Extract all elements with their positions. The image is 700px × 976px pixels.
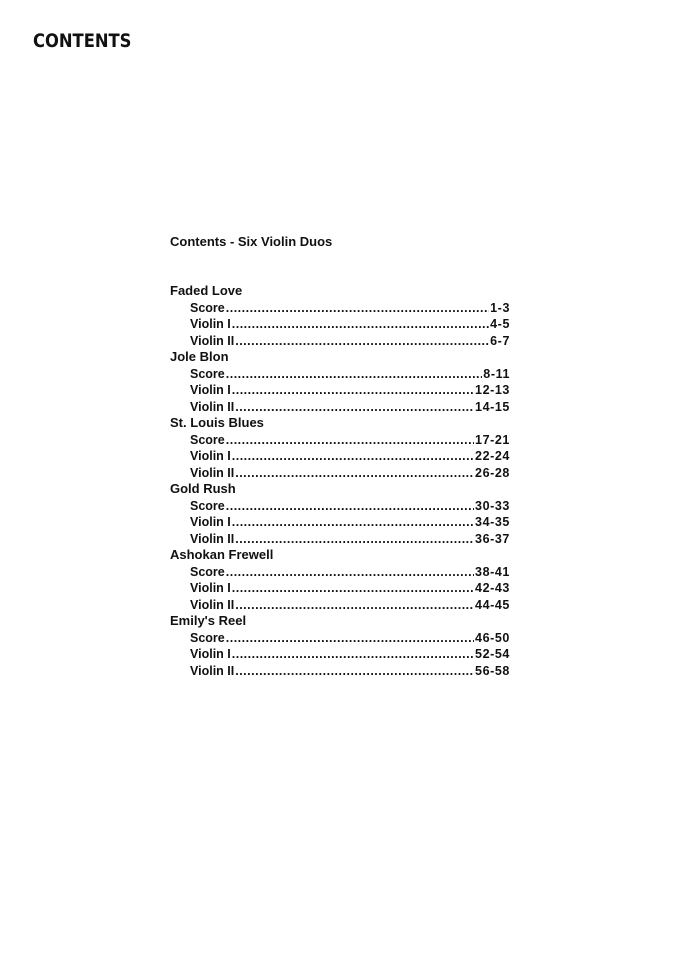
toc-list [170, 283, 510, 679]
page-range: 22-24 [475, 449, 510, 463]
dot-leader [235, 465, 474, 482]
part-name: Violin I [190, 581, 231, 595]
part-name: Violin I [190, 515, 231, 529]
toc-entry [170, 300, 510, 317]
toc-piece [170, 415, 510, 481]
part-name: Violin I [190, 647, 231, 661]
page-range: 8-11 [483, 366, 510, 381]
part-name: Violin I [190, 449, 231, 463]
page-range: 26-28 [475, 465, 510, 480]
part-name: Violin II [190, 465, 235, 480]
toc-piece [170, 349, 510, 415]
page-range: 6-7 [490, 333, 510, 348]
table-of-contents [170, 233, 510, 679]
dot-leader [226, 498, 474, 515]
part-name: Score [190, 300, 225, 315]
page-range: 42-43 [475, 581, 510, 595]
dot-leader [235, 597, 474, 614]
page-title: CONTENTS [33, 30, 132, 52]
toc-entry [170, 564, 510, 581]
dot-leader [226, 432, 474, 449]
piece-title: Ashokan Frewell [170, 547, 274, 562]
toc-entry [170, 316, 510, 333]
part-name: Score [190, 432, 225, 447]
dot-leader [232, 448, 474, 465]
dot-leader [226, 564, 474, 581]
piece-title: St. Louis Blues [170, 415, 264, 430]
page-range: 14-15 [475, 399, 510, 414]
toc-entry [170, 399, 510, 416]
part-name: Violin II [190, 663, 235, 678]
toc-entry [170, 498, 510, 515]
piece-title: Emily's Reel [170, 613, 247, 628]
part-name: Violin II [190, 597, 235, 612]
toc-title: Contents - Six Violin Duos [170, 234, 333, 249]
piece-title: Faded Love [170, 283, 243, 298]
toc-piece [170, 547, 510, 613]
part-name: Score [190, 564, 225, 579]
toc-entry [170, 333, 510, 350]
dot-leader [226, 630, 474, 647]
dot-leader [232, 646, 474, 663]
part-name: Score [190, 630, 225, 645]
toc-entry [170, 514, 510, 531]
part-name: Violin II [190, 399, 235, 414]
toc-entry [170, 630, 510, 647]
part-name: Violin I [190, 317, 231, 331]
toc-entry [170, 580, 510, 597]
dot-leader [232, 514, 474, 531]
toc-entry [170, 366, 510, 383]
piece-title: Gold Rush [170, 481, 236, 496]
page-range: 52-54 [475, 647, 510, 661]
dot-leader [235, 399, 474, 416]
dot-leader [235, 663, 474, 680]
dot-leader [235, 531, 474, 548]
page-range: 56-58 [475, 663, 510, 678]
part-name: Violin II [190, 333, 235, 348]
dot-leader [232, 580, 474, 597]
page-range: 34-35 [475, 515, 510, 529]
toc-entry [170, 646, 510, 663]
page-range: 4-5 [490, 317, 510, 331]
toc-entry [170, 597, 510, 614]
toc-entry [170, 465, 510, 482]
toc-entry [170, 432, 510, 449]
page-range: 17-21 [475, 432, 510, 447]
toc-entry [170, 448, 510, 465]
part-name: Violin I [190, 383, 231, 397]
page-range: 36-37 [475, 531, 510, 546]
page-range: 38-41 [475, 564, 510, 579]
dot-leader [232, 382, 474, 399]
toc-entry [170, 663, 510, 680]
dot-leader [226, 366, 483, 383]
page-range: 12-13 [475, 383, 510, 397]
page-range: 44-45 [475, 597, 510, 612]
toc-piece [170, 481, 510, 547]
dot-leader [226, 300, 489, 317]
page-range: 46-50 [475, 630, 510, 645]
part-name: Score [190, 498, 225, 513]
dot-leader [235, 333, 489, 350]
toc-entry [170, 382, 510, 399]
part-name: Violin II [190, 531, 235, 546]
dot-leader [232, 316, 489, 333]
part-name: Score [190, 366, 225, 381]
toc-piece [170, 613, 510, 679]
toc-entry [170, 531, 510, 548]
piece-title: Jole Blon [170, 349, 229, 364]
page-range: 30-33 [475, 498, 510, 513]
toc-piece [170, 283, 510, 349]
page-range: 1-3 [490, 300, 510, 315]
